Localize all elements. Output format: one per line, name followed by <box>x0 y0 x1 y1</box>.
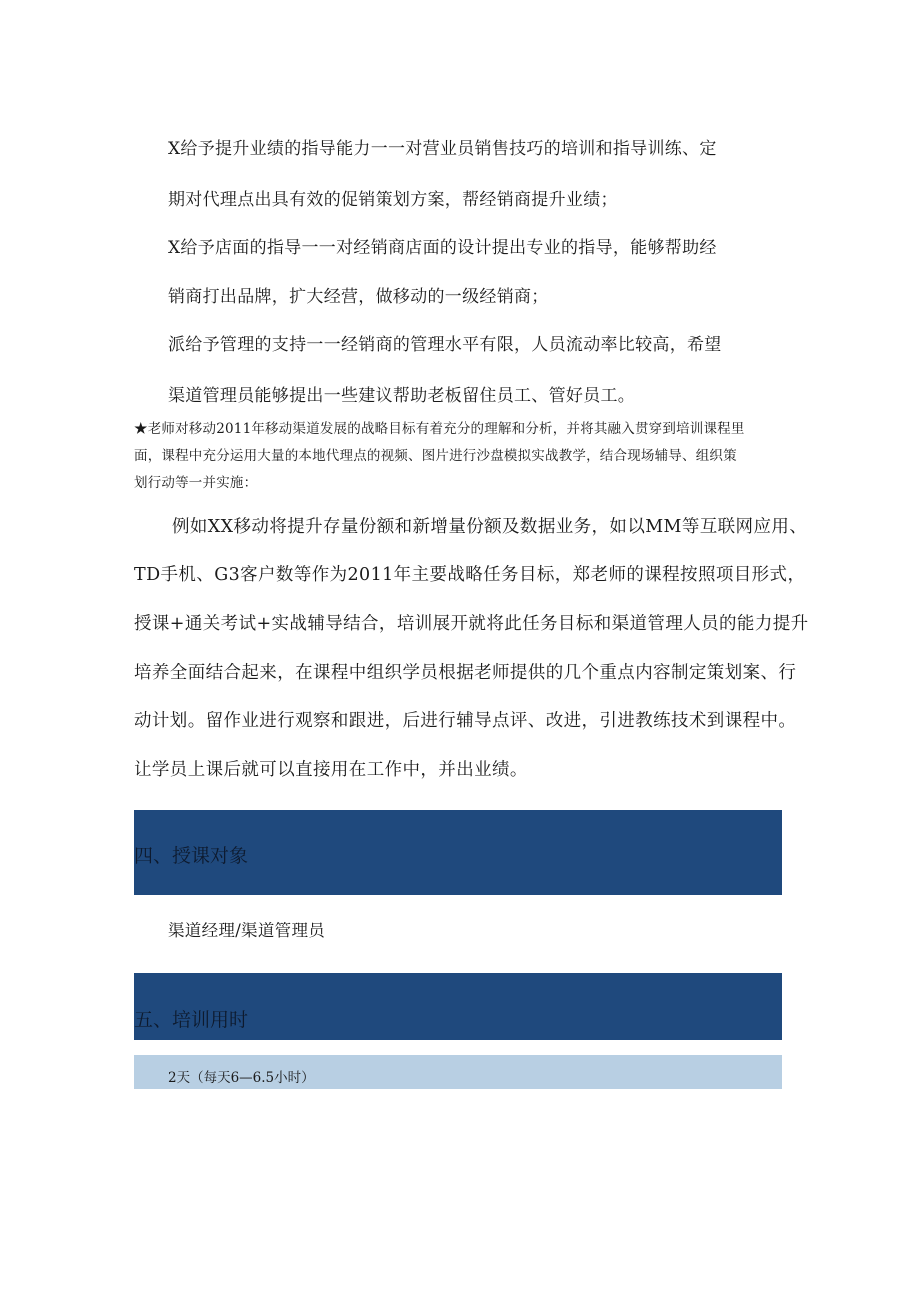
section-four-content: 渠道经理/渠道管理员 <box>168 921 326 940</box>
example-line-5: 动计划。留作业进行观察和跟进，后进行辅导点评、改进，引进教练技术到课程中。 <box>134 711 797 731</box>
example-line-3: 授课+通关考试+实战辅导结合，培训展开就将此任务目标和渠道管理人员的能力提升 <box>134 614 809 634</box>
note-line-3: 划行动等一并实施： <box>134 475 258 491</box>
note-line-2: 面，课程中充分运用大量的本地代理点的视频、图片进行沙盘模拟实战教学，结合现场辅导、组织策 <box>134 448 737 464</box>
support-point-line-2: 期对代理点出具有效的促销策划方案，帮经销商提升业绩； <box>168 190 618 210</box>
support-point-line-6: 渠道管理员能够提出一些建议帮助老板留住员工、管好员工。 <box>168 386 636 406</box>
support-point-line-5: 派给予管理的支持一一经销商的管理水平有限，人员流动率比较高，希望 <box>168 335 722 355</box>
example-line-2: TD手机、G3客户数等作为2011年主要战略任务目标，郑老师的课程按照项目形式， <box>134 565 806 585</box>
section-five-title: 五、培训用时 <box>134 1009 249 1031</box>
example-line-4: 培养全面结合起来，在课程中组织学员根据老师提供的几个重点内容制定策划案、行 <box>134 663 797 683</box>
support-point-line-3: X给予店面的指导一一对经销商店面的设计提出专业的指导，能够帮助经 <box>168 238 717 258</box>
section-four-title: 四、授课对象 <box>134 845 249 867</box>
star-icon: ★ <box>134 421 148 437</box>
example-line-1: 例如XX移动将提升存量份额和新增量份额及数据业务，如以MM等互联网应用、 <box>172 517 808 537</box>
support-point-line-1: X给予提升业绩的指导能力一一对营业员销售技巧的培训和指导训练、定 <box>168 139 717 159</box>
support-point-line-4: 销商打出品牌，扩大经营，做移动的一级经销商； <box>168 287 549 307</box>
note-line-1 <box>134 417 745 437</box>
note-text-1: 老师对移动2011年移动渠道发展的战略目标有着充分的理解和分析，并将其融入贯穿到培训课程里 <box>147 421 745 437</box>
example-line-6: 让学员上课后就可以直接用在工作中，并出业绩。 <box>134 760 528 780</box>
section-five-content: 2天（每天6—6.5小时） <box>168 1070 315 1086</box>
